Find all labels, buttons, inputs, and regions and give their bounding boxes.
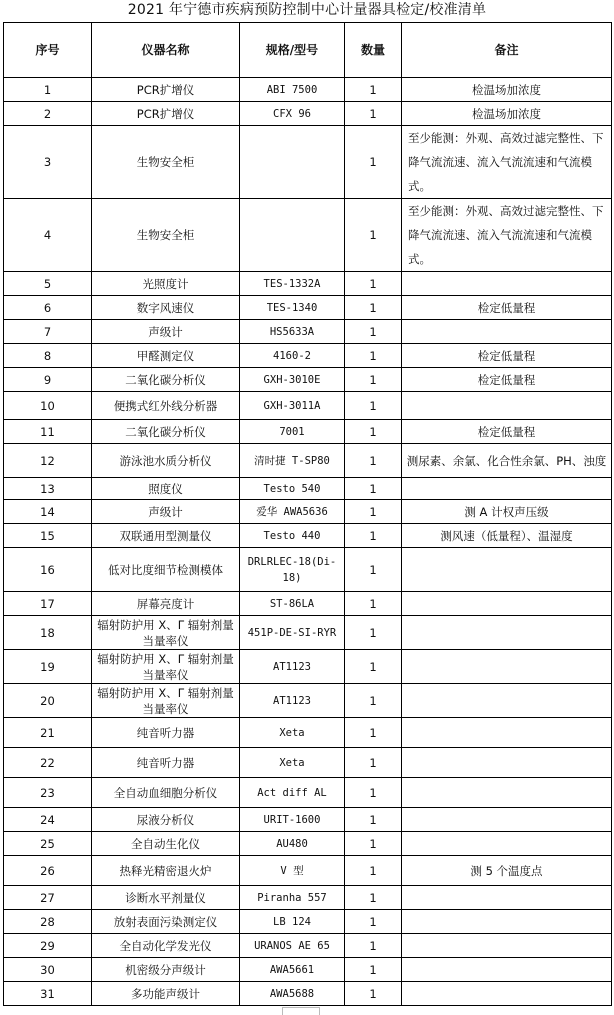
row-no: 31 — [4, 982, 92, 1006]
row-no: 25 — [4, 832, 92, 856]
table-row — [4, 748, 612, 778]
row-note: 检温场加浓度 — [402, 102, 612, 126]
row-name: 双联通用型测量仪 — [92, 524, 240, 548]
row-no: 19 — [4, 650, 92, 684]
row-name: 放射表面污染测定仪 — [92, 910, 240, 934]
row-spec: URIT-1600 — [240, 808, 345, 832]
table-row — [4, 500, 612, 524]
row-no: 11 — [4, 420, 92, 444]
row-spec: AWA5661 — [240, 958, 345, 982]
row-name: 游泳池水质分析仪 — [92, 444, 240, 478]
table-header-row — [4, 23, 612, 78]
row-no: 20 — [4, 684, 92, 718]
row-name: 照度仪 — [92, 478, 240, 500]
row-note — [402, 934, 612, 958]
row-spec: 4160-2 — [240, 344, 345, 368]
table-row — [4, 524, 612, 548]
row-name: 生物安全柜 — [92, 126, 240, 199]
row-spec: V 型 — [240, 856, 345, 886]
row-no: 29 — [4, 934, 92, 958]
row-no: 24 — [4, 808, 92, 832]
row-qty: 1 — [345, 478, 402, 500]
row-name: 全自动生化仪 — [92, 832, 240, 856]
row-note — [402, 684, 612, 718]
row-spec: TES-1340 — [240, 296, 345, 320]
row-spec: AWA5688 — [240, 982, 345, 1006]
row-spec: ABI 7500 — [240, 78, 345, 102]
row-spec: 爱华 AWA5636 — [240, 500, 345, 524]
row-name: 纯音听力器 — [92, 718, 240, 748]
row-name: 全自动化学发光仪 — [92, 934, 240, 958]
table-row — [4, 832, 612, 856]
row-qty: 1 — [345, 778, 402, 808]
row-note: 检定低量程 — [402, 368, 612, 392]
row-note — [402, 910, 612, 934]
row-qty: 1 — [345, 420, 402, 444]
row-no: 21 — [4, 718, 92, 748]
row-spec: CFX 96 — [240, 102, 345, 126]
table-row — [4, 592, 612, 616]
row-no: 23 — [4, 778, 92, 808]
row-name: 甲醛测定仪 — [92, 344, 240, 368]
table-row — [4, 478, 612, 500]
row-name: 便携式红外线分析器 — [92, 392, 240, 420]
row-qty: 1 — [345, 684, 402, 718]
row-qty: 1 — [345, 320, 402, 344]
row-qty: 1 — [345, 592, 402, 616]
row-qty: 1 — [345, 296, 402, 320]
row-note — [402, 808, 612, 832]
row-name: 多功能声级计 — [92, 982, 240, 1006]
table-row — [4, 368, 612, 392]
header-name: 仪器名称 — [92, 23, 240, 78]
table-row — [4, 718, 612, 748]
row-note — [402, 778, 612, 808]
row-note: 检定低量程 — [402, 344, 612, 368]
table-row — [4, 684, 612, 718]
row-name: 屏幕亮度计 — [92, 592, 240, 616]
row-qty: 1 — [345, 832, 402, 856]
row-qty: 1 — [345, 748, 402, 778]
row-name: 二氧化碳分析仪 — [92, 368, 240, 392]
row-name: 机密级分声级计 — [92, 958, 240, 982]
row-note — [402, 650, 612, 684]
row-note — [402, 592, 612, 616]
document-title: 2021 年宁德市疾病预防控制中心计量器具检定/校准清单 — [127, 2, 487, 18]
row-qty: 1 — [345, 199, 402, 272]
row-no: 7 — [4, 320, 92, 344]
row-no: 8 — [4, 344, 92, 368]
table-row — [4, 78, 612, 102]
row-note: 测 A 计权声压级 — [402, 500, 612, 524]
row-no: 10 — [4, 392, 92, 420]
row-note — [402, 478, 612, 500]
row-name: 声级计 — [92, 320, 240, 344]
row-no: 4 — [4, 199, 92, 272]
row-no: 3 — [4, 126, 92, 199]
row-no: 22 — [4, 748, 92, 778]
row-name: 辐射防护用 X、Γ 辐射剂量当量率仪 — [92, 650, 240, 684]
row-spec: TES-1332A — [240, 272, 345, 296]
row-note: 测风速（低量程）、温湿度 — [402, 524, 612, 548]
row-qty: 1 — [345, 650, 402, 684]
row-note — [402, 982, 612, 1006]
row-name: PCR扩增仪 — [92, 102, 240, 126]
row-qty: 1 — [345, 78, 402, 102]
row-no: 15 — [4, 524, 92, 548]
row-name: 纯音听力器 — [92, 748, 240, 778]
row-spec: GXH-3011A — [240, 392, 345, 420]
row-spec — [240, 126, 345, 199]
table-row — [4, 910, 612, 934]
header-no: 序号 — [4, 23, 92, 78]
row-spec: AT1123 — [240, 650, 345, 684]
row-note — [402, 320, 612, 344]
row-note — [402, 886, 612, 910]
row-name: 热释光精密退火炉 — [92, 856, 240, 886]
row-spec: HS5633A — [240, 320, 345, 344]
row-no: 9 — [4, 368, 92, 392]
row-spec: Act diff AL — [240, 778, 345, 808]
table-row — [4, 958, 612, 982]
row-qty: 1 — [345, 856, 402, 886]
table-row — [4, 102, 612, 126]
row-qty: 1 — [345, 934, 402, 958]
row-no: 1 — [4, 78, 92, 102]
table-row — [4, 982, 612, 1006]
row-name: 光照度计 — [92, 272, 240, 296]
row-note — [402, 548, 612, 592]
row-name: 低对比度细节检测模体 — [92, 548, 240, 592]
row-qty: 1 — [345, 392, 402, 420]
row-note — [402, 272, 612, 296]
row-note: 检定低量程 — [402, 420, 612, 444]
table-row — [4, 444, 612, 478]
row-spec: URANOS AE 65 — [240, 934, 345, 958]
row-note — [402, 718, 612, 748]
table-row — [4, 886, 612, 910]
row-qty: 1 — [345, 368, 402, 392]
row-qty: 1 — [345, 344, 402, 368]
row-qty: 1 — [345, 444, 402, 478]
row-note: 至少能测：外观、高效过滤完整性、下降气流流速、流入气流流速和气流模式。 — [402, 126, 612, 199]
header-note: 备注 — [402, 23, 612, 78]
row-note — [402, 616, 612, 650]
header-spec: 规格/型号 — [240, 23, 345, 78]
row-no: 14 — [4, 500, 92, 524]
row-name: 二氧化碳分析仪 — [92, 420, 240, 444]
table-row — [4, 344, 612, 368]
row-name: 生物安全柜 — [92, 199, 240, 272]
table-row — [4, 420, 612, 444]
row-name: PCR扩增仪 — [92, 78, 240, 102]
calibration-table — [3, 22, 612, 1006]
row-no: 12 — [4, 444, 92, 478]
row-name: 声级计 — [92, 500, 240, 524]
header-qty: 数量 — [345, 23, 402, 78]
table-row — [4, 808, 612, 832]
row-qty: 1 — [345, 500, 402, 524]
row-qty: 1 — [345, 982, 402, 1006]
row-spec: AU480 — [240, 832, 345, 856]
row-no: 30 — [4, 958, 92, 982]
row-spec: GXH-3010E — [240, 368, 345, 392]
table-row — [4, 548, 612, 592]
row-note: 检定低量程 — [402, 296, 612, 320]
row-no: 5 — [4, 272, 92, 296]
table-row — [4, 320, 612, 344]
table-row — [4, 126, 612, 199]
table-row — [4, 856, 612, 886]
row-spec: Testo 440 — [240, 524, 345, 548]
row-no: 27 — [4, 886, 92, 910]
row-spec: Piranha 557 — [240, 886, 345, 910]
row-no: 28 — [4, 910, 92, 934]
row-name: 诊断水平剂量仪 — [92, 886, 240, 910]
row-spec: Testo 540 — [240, 478, 345, 500]
row-no: 18 — [4, 616, 92, 650]
row-note — [402, 748, 612, 778]
row-qty: 1 — [345, 808, 402, 832]
row-spec: AT1123 — [240, 684, 345, 718]
row-spec: 451P-DE-SI-RYR — [240, 616, 345, 650]
row-note — [402, 832, 612, 856]
row-qty: 1 — [345, 910, 402, 934]
row-spec — [240, 199, 345, 272]
row-qty: 1 — [345, 958, 402, 982]
row-qty: 1 — [345, 616, 402, 650]
row-note: 至少能测：外观、高效过滤完整性、下降气流流速、流入气流流速和气流模式。 — [402, 199, 612, 272]
row-spec: 清时捷 T-SP80 — [240, 444, 345, 478]
table-row — [4, 650, 612, 684]
table-row — [4, 392, 612, 420]
row-note: 测尿素、余氯、化合性余氯、PH、浊度 — [402, 444, 612, 478]
table-row — [4, 272, 612, 296]
table-row — [4, 199, 612, 272]
row-name: 数字风速仪 — [92, 296, 240, 320]
row-spec: LB 124 — [240, 910, 345, 934]
row-no: 16 — [4, 548, 92, 592]
row-qty: 1 — [345, 718, 402, 748]
row-no: 6 — [4, 296, 92, 320]
row-no: 13 — [4, 478, 92, 500]
table-row — [4, 296, 612, 320]
row-name: 尿液分析仪 — [92, 808, 240, 832]
row-spec: 7001 — [240, 420, 345, 444]
row-spec: DRLRLEC-18(Di-18) — [240, 548, 345, 592]
row-no: 17 — [4, 592, 92, 616]
row-spec: Xeta — [240, 748, 345, 778]
row-qty: 1 — [345, 886, 402, 910]
row-note — [402, 392, 612, 420]
table-row — [4, 778, 612, 808]
row-name: 辐射防护用 X、Γ 辐射剂量当量率仪 — [92, 616, 240, 650]
row-qty: 1 — [345, 102, 402, 126]
row-note: 测 5 个温度点 — [402, 856, 612, 886]
row-qty: 1 — [345, 126, 402, 199]
row-note — [402, 958, 612, 982]
table-row — [4, 934, 612, 958]
row-qty: 1 — [345, 548, 402, 592]
row-qty: 1 — [345, 272, 402, 296]
row-spec: Xeta — [240, 718, 345, 748]
row-name: 全自动血细胞分析仪 — [92, 778, 240, 808]
row-note: 检温场加浓度 — [402, 78, 612, 102]
row-no: 2 — [4, 102, 92, 126]
row-qty: 1 — [345, 524, 402, 548]
row-name: 辐射防护用 X、Γ 辐射剂量当量率仪 — [92, 684, 240, 718]
row-no: 26 — [4, 856, 92, 886]
table-row — [4, 616, 612, 650]
row-spec: ST-86LA — [240, 592, 345, 616]
